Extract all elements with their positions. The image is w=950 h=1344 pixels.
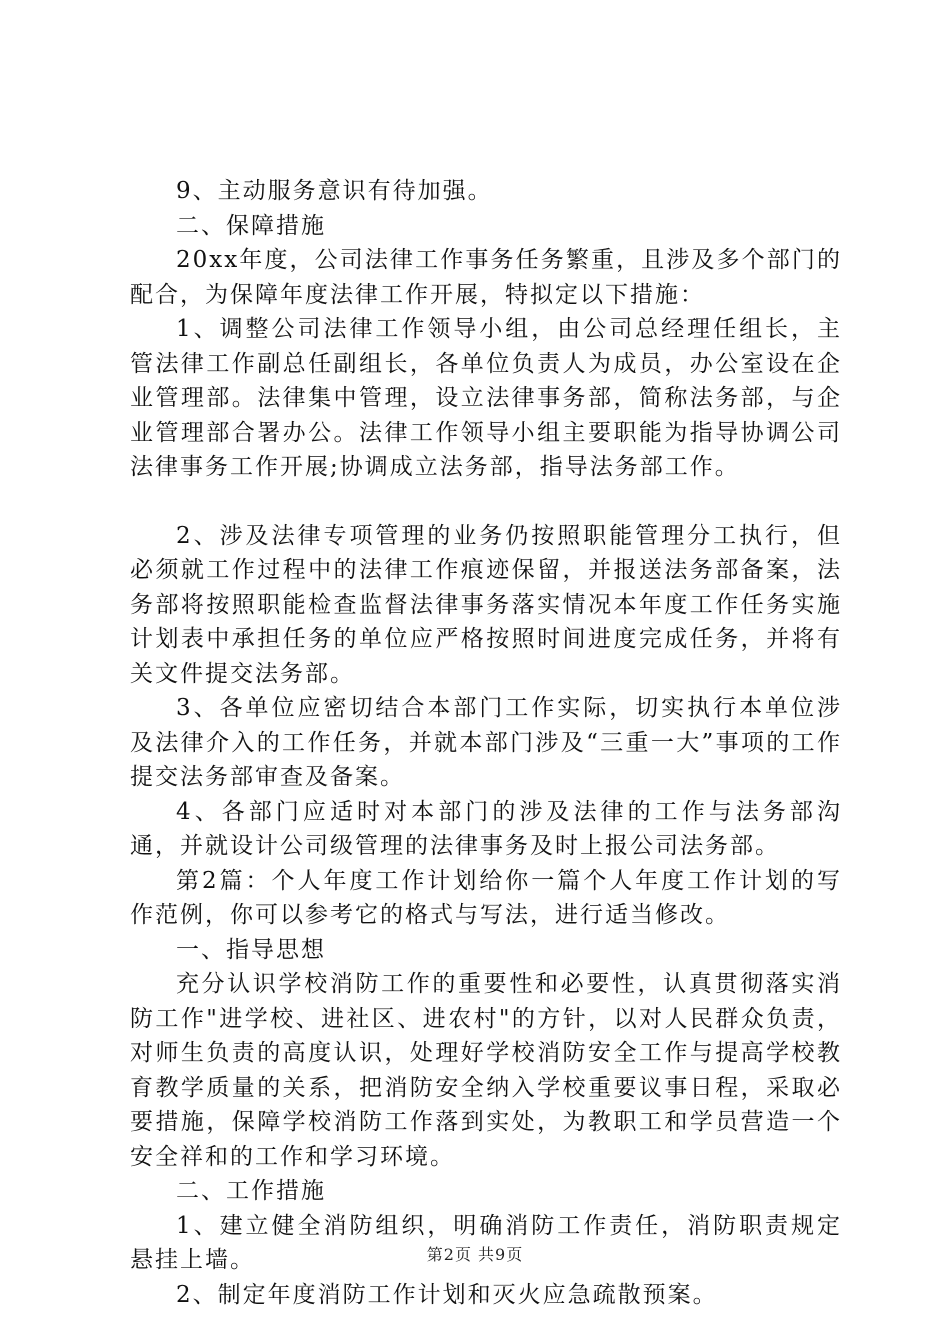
page-number-footer: 第2页 共9页 bbox=[426, 1245, 524, 1264]
measure-2-paragraph: 2、涉及法律专项管理的业务仍按照职能管理分工执行，但必须就工作过程中的法律工作痕迹保留，并报送法务部备案，法务部将按照职能检查监督法律事务落实情况本年度工作任务实施计划表中承担任务的单位应严格按照时间进度完成任务，并将有关文件提交法务部。 bbox=[130, 522, 842, 687]
section-heading-guiding-ideology: 一、指导思想 bbox=[176, 936, 326, 963]
measure-1-paragraph: 1、调整公司法律工作领导小组，由公司总经理任组长，主管法律工作副总任副组长，各单位负责人为成员，办公室设在企业管理部。法律集中管理，设立法律事务部，简称法务部，与企业管理部合署办公。法律工作领导小组主要职能为指导协调公司法律事务工作开展;协调成立法务部，指导法务部工作。 bbox=[130, 316, 842, 480]
measure-3-paragraph: 3、各单位应密切结合本部门工作实际，切实执行本单位涉及法律介入的工作任务，并就本部门涉及“三重一大”事项的工作提交法务部审查及备案。 bbox=[130, 695, 842, 790]
list-item-9: 9、主动服务意识有待加强。 bbox=[176, 178, 493, 204]
section-heading-work-measures: 二、工作措施 bbox=[176, 1178, 326, 1204]
work-measure-2-paragraph: 2、制定年度消防工作计划和灭火应急疏散预案。 bbox=[176, 1281, 718, 1308]
intro-paragraph: 20xx年度，公司法律工作事务任务繁重，且涉及多个部门的配合，为保障年度法律工作开展，特拟定以下措施： bbox=[130, 247, 842, 308]
measure-4-paragraph: 4、各部门应适时对本部门的涉及法律的工作与法务部沟通，并就设计公司级管理的法律事务及时上报公司法务部。 bbox=[130, 798, 842, 859]
article-2-intro: 第2篇：个人年度工作计划给你一篇个人年度工作计划的写作范例，你可以参考它的格式与写法，进行适当修改。 bbox=[130, 867, 842, 928]
guiding-ideology-paragraph: 充分认识学校消防工作的重要性和必要性，认真贯彻落实消防工作"进学校、进社区、进农村"的方针，以对人民群众负责，对师生负责的高度认识，处理好学校消防安全工作与提高学校教育教学质量的关系，把消防安全纳入学校重要议事日程，采取必要措施，保障学校消防工作落到实处，为教职工和学员营造一个安全祥和的工作和学习环境。 bbox=[130, 971, 842, 1170]
section-heading-guarantee-measures: 二、保障措施 bbox=[176, 212, 326, 239]
work-measure-1-paragraph: 1、建立健全消防组织，明确消防工作责任，消防职责规定悬挂上墙。 bbox=[130, 1212, 842, 1273]
document-body bbox=[130, 174, 842, 1312]
